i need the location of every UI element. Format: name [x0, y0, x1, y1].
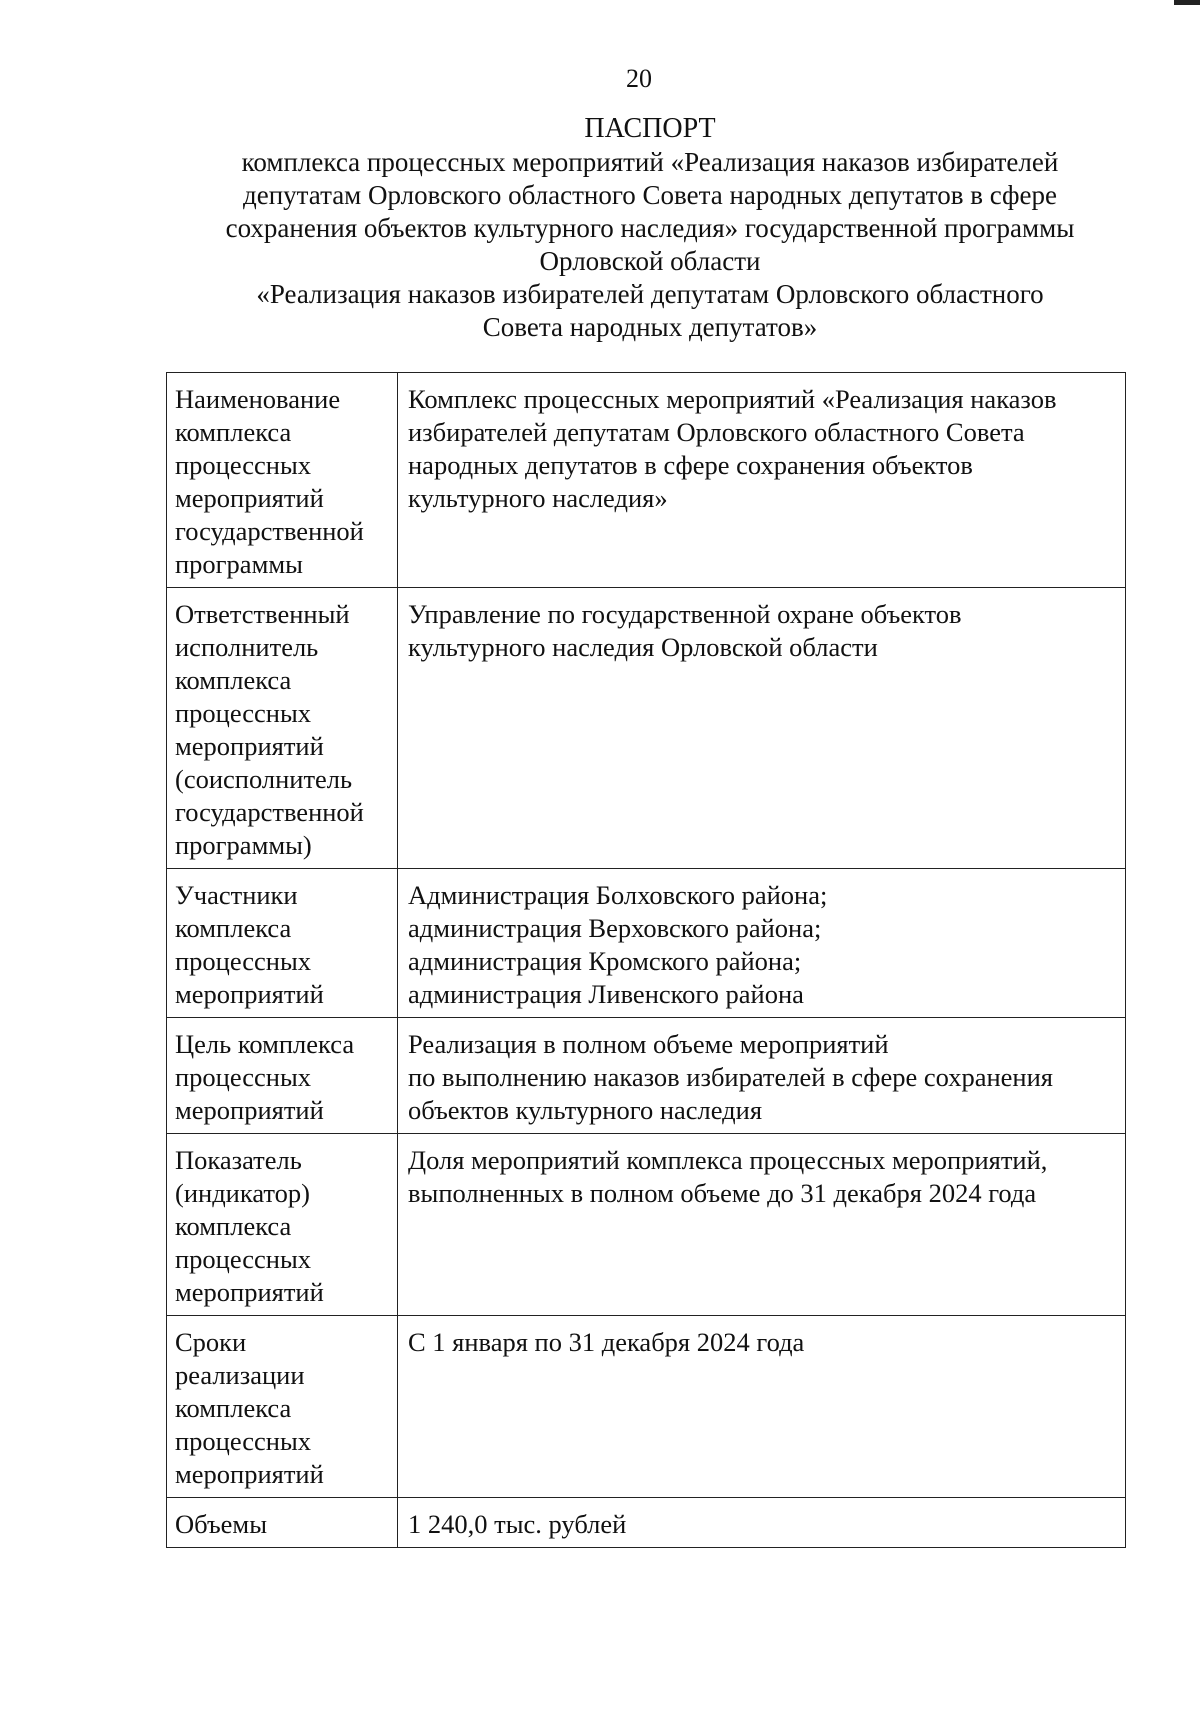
row-value-cell: [398, 373, 1126, 588]
subtitle-line: сохранения объектов культурного наследия» государственной программы: [225, 213, 1075, 243]
row-value-line: выполненных в полном объеме до 31 декабря 2024 года: [408, 1178, 1037, 1208]
row-label-line: (соисполнитель: [175, 764, 353, 794]
page-number: 20: [626, 64, 652, 93]
table-row: [167, 1134, 1126, 1316]
row-label-line: Участники: [175, 880, 298, 910]
table-row: [167, 1316, 1126, 1498]
row-value-line: администрация Ливенского района: [408, 979, 804, 1009]
row-label-line: процессных: [175, 1244, 312, 1274]
row-label-line: мероприятий: [175, 1095, 324, 1125]
subtitle-line: «Реализация наказов избирателей депутатам Орловского областного: [256, 279, 1044, 309]
subtitle-line: Совета народных депутатов»: [482, 312, 818, 342]
row-label-cell: [167, 1316, 398, 1498]
row-value-line: Управление по государственной охране объектов: [408, 599, 962, 629]
row-value-line: С 1 января по 31 декабря 2024 года: [408, 1327, 805, 1357]
row-label-line: Объемы: [175, 1509, 267, 1539]
table-row: [167, 869, 1126, 1018]
row-label-line: мероприятий: [175, 1459, 324, 1489]
row-label-line: государственной: [175, 797, 364, 827]
table-row: [167, 373, 1126, 588]
row-label-cell: [167, 1134, 398, 1316]
row-value-cell: [398, 1134, 1126, 1316]
row-label-line: мероприятий: [175, 979, 324, 1009]
row-value-line: Администрация Болховского района;: [408, 880, 828, 910]
row-label-line: процессных: [175, 698, 312, 728]
row-label-cell: [167, 1018, 398, 1134]
document-header: [150, 112, 1150, 344]
row-value-cell: [398, 1316, 1126, 1498]
subtitle-line: Орловской области: [539, 246, 761, 276]
row-label-line: комплекса: [175, 913, 292, 943]
row-value-line: Реализация в полном объеме мероприятий: [408, 1029, 889, 1059]
row-value-cell: [398, 588, 1126, 869]
passport-table: [166, 372, 1126, 1548]
row-label-line: программы): [175, 830, 312, 860]
row-value-line: избирателей депутатам Орловского областного Совета: [408, 417, 1025, 447]
row-label-line: государственной: [175, 516, 364, 546]
row-label-line: мероприятий: [175, 483, 324, 513]
row-label-line: Показатель: [175, 1145, 302, 1175]
subtitle-line: комплекса процессных мероприятий «Реализация наказов избирателей: [241, 147, 1059, 177]
row-label-line: мероприятий: [175, 731, 324, 761]
row-label-line: Цель комплекса: [175, 1029, 355, 1059]
row-value-cell: [398, 869, 1126, 1018]
row-label-cell: [167, 588, 398, 869]
row-value-cell: [398, 1498, 1126, 1548]
row-label-line: комплекса: [175, 417, 292, 447]
row-label-line: процессных: [175, 1426, 312, 1456]
row-value-line: Доля мероприятий комплекса процессных мероприятий,: [408, 1145, 1048, 1175]
row-label-line: процессных: [175, 450, 312, 480]
row-value-line: администрация Кромского района;: [408, 946, 802, 976]
row-label-line: мероприятий: [175, 1277, 324, 1307]
row-label-line: комплекса: [175, 665, 292, 695]
row-value-line: народных депутатов в сфере сохранения объектов: [408, 450, 973, 480]
row-label-line: комплекса: [175, 1393, 292, 1423]
row-label-line: комплекса: [175, 1211, 292, 1241]
row-value-line: объектов культурного наследия: [408, 1095, 763, 1125]
table-row: [167, 1018, 1126, 1134]
row-label-line: (индикатор): [175, 1178, 310, 1208]
row-value-line: культурного наследия Орловской области: [408, 632, 878, 662]
row-value-line: культурного наследия»: [408, 483, 668, 513]
row-value-line: администрация Верховского района;: [408, 913, 822, 943]
row-label-line: Наименование: [175, 384, 341, 414]
row-label-line: реализации: [175, 1360, 305, 1390]
scan-edge-mark: [1174, 0, 1200, 5]
row-label-line: исполнитель: [175, 632, 319, 662]
subtitle-line: депутатам Орловского областного Совета народных депутатов в сфере: [242, 180, 1057, 210]
row-label-line: Ответственный: [175, 599, 350, 629]
row-label-cell: [167, 869, 398, 1018]
document-title: ПАСПОРТ: [584, 113, 716, 144]
table-row: [167, 588, 1126, 869]
row-label-line: процессных: [175, 1062, 312, 1092]
row-value-line: по выполнению наказов избирателей в сфере сохранения: [408, 1062, 1053, 1092]
row-value-line: Комплекс процессных мероприятий «Реализация наказов: [408, 384, 1057, 414]
row-label-line: процессных: [175, 946, 312, 976]
row-value-cell: [398, 1018, 1126, 1134]
row-value-line: 1 240,0 тыс. рублей: [408, 1509, 627, 1539]
table-row: [167, 1498, 1126, 1548]
row-label-line: программы: [175, 549, 303, 579]
row-label-line: Сроки: [175, 1327, 247, 1357]
row-label-cell: [167, 373, 398, 588]
row-label-cell: [167, 1498, 398, 1548]
